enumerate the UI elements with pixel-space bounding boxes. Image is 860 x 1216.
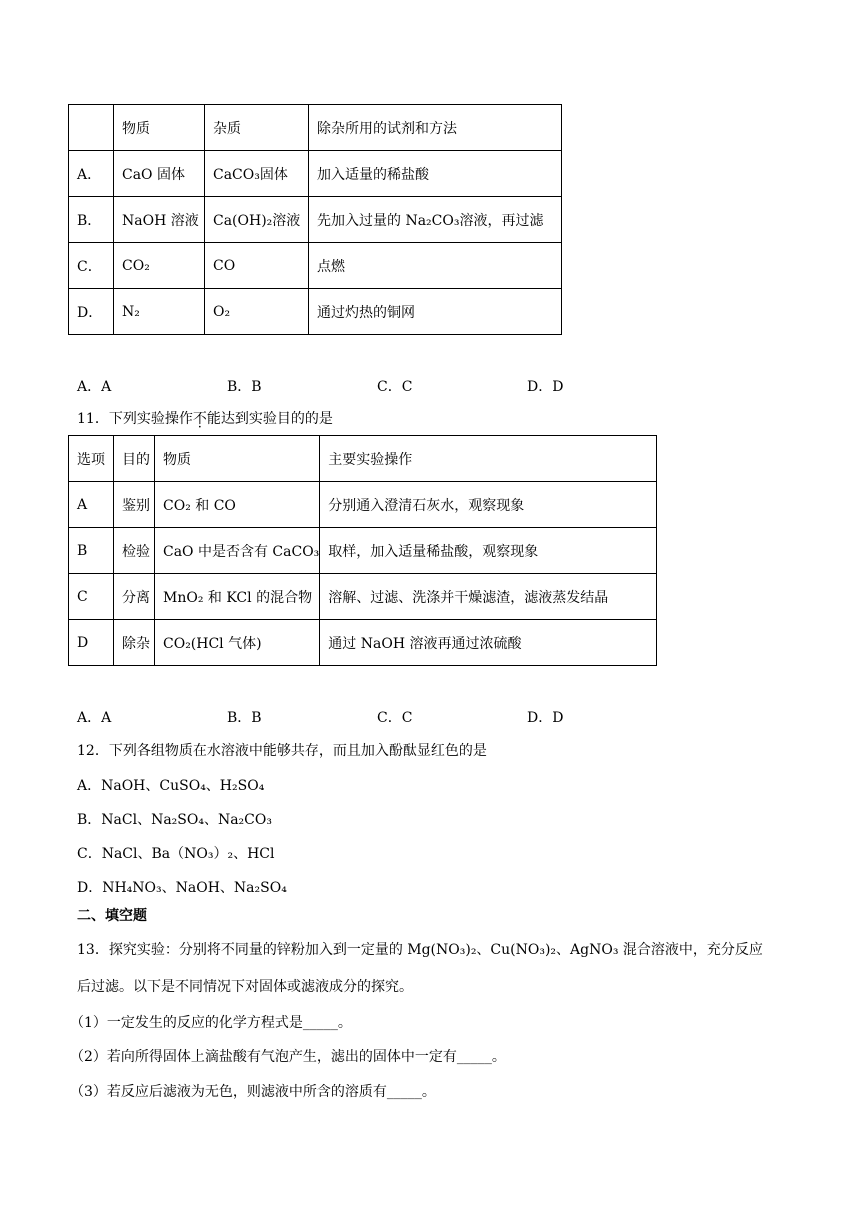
table-cell: 取样，加入适量稀盐酸，观察现象 (320, 528, 657, 574)
table-header-cell: 除杂所用的试剂和方法 (309, 105, 562, 151)
option-c: C．C (377, 710, 413, 726)
question-text: 11．下列实验操作 (77, 411, 193, 427)
option-a: A．A (77, 379, 112, 395)
question-11-stem (77, 408, 333, 428)
choice-b: B．NaCl、Na₂SO₄、Na₂CO₃ (77, 812, 272, 828)
table-cell: 点燃 (309, 243, 562, 289)
table-cell: 通过灼热的铜网 (309, 289, 562, 335)
table-header-cell: 杂质 (205, 105, 309, 151)
option-c: C．C (377, 379, 413, 395)
sub-question-2: （2）若向所得固体上滴盐酸有气泡产生，滤出的固体中一定有_____。 (70, 1049, 506, 1065)
table-cell: NaOH 溶液 (114, 197, 205, 243)
table-row (69, 289, 562, 335)
table-cell: B (69, 528, 114, 574)
table-cell: 分离 (114, 574, 155, 620)
table-header-cell: 物质 (155, 436, 320, 482)
table-header-row (69, 105, 562, 151)
table-cell: B． (69, 197, 114, 243)
table-cell: Ca(OH)₂溶液 (205, 197, 309, 243)
emphasis-mark: 不 (192, 411, 207, 427)
table-cell: CaO 固体 (114, 151, 205, 197)
question-12-stem: 12．下列各组物质在水溶液中能够共存，而且加入酚酞显红色的是 (77, 743, 487, 759)
table-header-cell: 选项 (69, 436, 114, 482)
table-cell: MnO₂ 和 KCl 的混合物 (155, 574, 320, 620)
table-header-cell: 物质 (114, 105, 205, 151)
table-cell: 先加入过量的 Na₂CO₃溶液，再过滤 (309, 197, 562, 243)
table-cell: CO₂ 和 CO (155, 482, 320, 528)
table-row (69, 574, 657, 620)
table-row (69, 151, 562, 197)
choice-d: D．NH₄NO₃、NaOH、Na₂SO₄ (77, 880, 287, 896)
table-cell: 分别通入澄清石灰水，观察现象 (320, 482, 657, 528)
table-cell: C (69, 574, 114, 620)
table-row (69, 243, 562, 289)
table-header-cell (69, 105, 114, 151)
table-row (69, 482, 657, 528)
table-cell: 除杂 (114, 620, 155, 666)
sub-question-3: （3）若反应后滤液为无色，则滤液中所含的溶质有_____。 (70, 1084, 436, 1100)
table-cell: 鉴别 (114, 482, 155, 528)
sub-question-1: （1）一定发生的反应的化学方程式是_____。 (70, 1015, 352, 1031)
table-cell: D． (69, 289, 114, 335)
experiment-table (68, 435, 657, 666)
option-d: D．D (527, 710, 564, 726)
option-d: D．D (527, 379, 564, 395)
table-row (69, 528, 657, 574)
option-b: B．B (227, 379, 262, 395)
choice-c: C．NaCl、Ba（NO₃）₂、HCl (77, 846, 275, 862)
table-cell: O₂ (205, 289, 309, 335)
table-cell: C． (69, 243, 114, 289)
table-row (69, 620, 657, 666)
question-13-line2: 后过滤。以下是不同情况下对固体或滤液成分的探究。 (77, 979, 413, 995)
option-a: A．A (77, 710, 112, 726)
table-cell: N₂ (114, 289, 205, 335)
table-cell: CaCO₃固体 (205, 151, 309, 197)
table-cell: 加入适量的稀盐酸 (309, 151, 562, 197)
table-cell: A． (69, 151, 114, 197)
table-cell: 通过 NaOH 溶液再通过浓硫酸 (320, 620, 657, 666)
table-cell: D (69, 620, 114, 666)
table-header-cell: 目的 (114, 436, 155, 482)
table-cell: 检验 (114, 528, 155, 574)
table-header-cell: 主要实验操作 (320, 436, 657, 482)
table-cell: CO₂ (114, 243, 205, 289)
answer-options (77, 707, 677, 727)
table-cell: CO (205, 243, 309, 289)
table-row (69, 197, 562, 243)
answer-options (77, 376, 677, 396)
choice-a: A．NaOH、CuSO₄、H₂SO₄ (77, 778, 265, 794)
table-cell: CaO 中是否含有 CaCO₃ (155, 528, 320, 574)
question-13-line1: 13．探究实验：分别将不同量的锌粉加入到一定量的 Mg(NO₃)₂、Cu(NO₃)₂、AgNO₃ 混合溶液中，充分反应 (77, 942, 763, 958)
question-text: 能达到实验目的的是 (206, 411, 333, 427)
table-cell: A (69, 482, 114, 528)
option-b: B．B (227, 710, 262, 726)
table-cell: CO₂(HCl 气体) (155, 620, 320, 666)
table-header-row (69, 436, 657, 482)
section-heading: 二、填空题 (77, 908, 147, 924)
purification-table (68, 104, 562, 335)
table-cell: 溶解、过滤、洗涤并干燥滤渣，滤液蒸发结晶 (320, 574, 657, 620)
